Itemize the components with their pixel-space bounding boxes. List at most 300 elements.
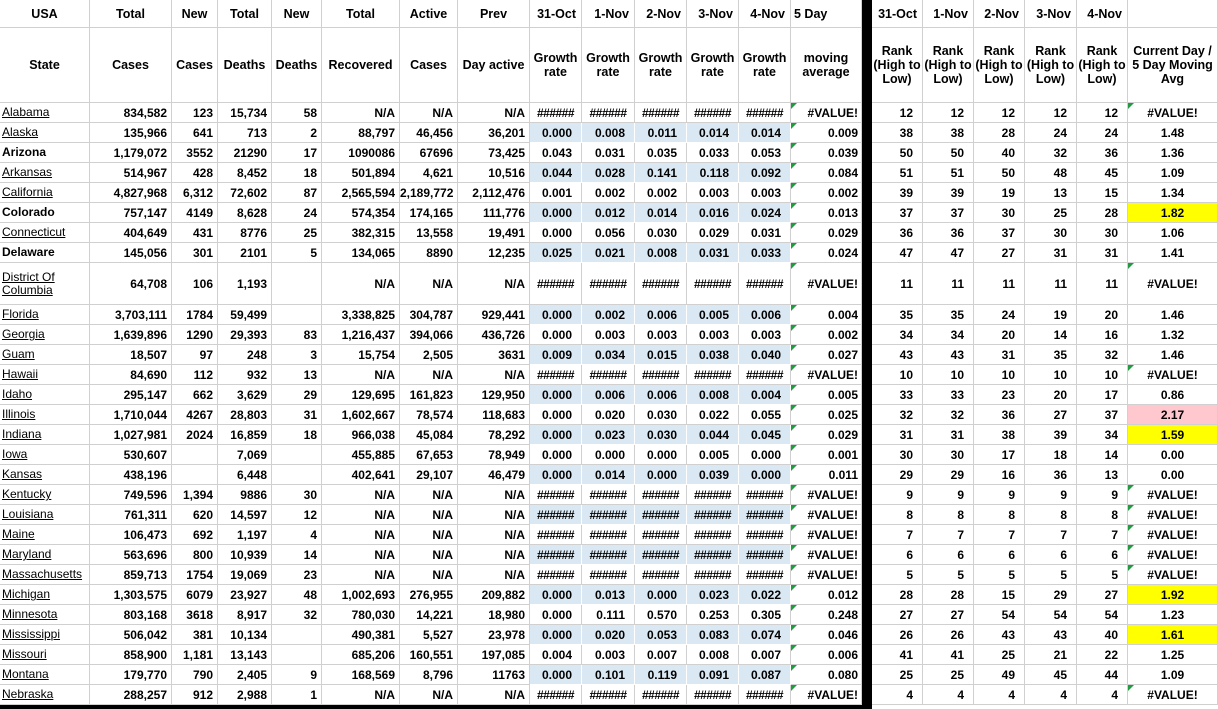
new-cases[interactable]: 381 [172,625,218,645]
growth-rate-31-oct[interactable]: ###### [530,103,582,123]
new-cases[interactable]: 1,394 [172,485,218,505]
new-cases[interactable]: 1784 [172,305,218,325]
total-recovered[interactable]: 1090086 [322,143,400,163]
growth-rate-3-nov[interactable]: 0.022 [687,405,739,425]
rank-31-oct[interactable]: 34 [872,325,923,345]
state-name[interactable]: Connecticut [0,223,90,243]
rank-1-nov[interactable]: 50 [923,143,974,163]
rank-2-nov[interactable]: 6 [974,545,1025,565]
rank-1-nov[interactable]: 39 [923,183,974,203]
total-recovered[interactable]: 574,354 [322,203,400,223]
state-name[interactable]: Hawaii [0,365,90,385]
growth-rate-3-nov[interactable]: 0.005 [687,305,739,325]
ratio-current-vs-avg[interactable]: 1.61 [1128,625,1218,645]
moving-average[interactable]: 0.080 [791,665,862,685]
growth-rate-4-nov[interactable]: ###### [739,685,791,705]
active-cases[interactable]: N/A [400,505,458,525]
prev-day-active[interactable]: 197,085 [458,645,530,665]
total-deaths[interactable]: 8776 [218,223,272,243]
growth-rate-2-nov[interactable]: 0.053 [635,625,687,645]
moving-average[interactable]: #VALUE! [791,485,862,505]
growth-rate-3-nov[interactable]: 0.033 [687,143,739,163]
rank-3-nov[interactable]: 48 [1025,163,1077,183]
growth-rate-3-nov[interactable]: 0.118 [687,163,739,183]
header-total-r1[interactable]: Total [322,0,400,28]
rank-1-nov[interactable]: 36 [923,223,974,243]
rank-3-nov[interactable]: 12 [1025,103,1077,123]
growth-rate-4-nov[interactable]: 0.092 [739,163,791,183]
total-cases[interactable]: 1,639,896 [90,325,172,345]
new-deaths[interactable]: 30 [272,485,322,505]
growth-rate-1-nov[interactable]: 0.014 [582,465,635,485]
growth-rate-3-nov[interactable]: 0.083 [687,625,739,645]
total-deaths[interactable]: 932 [218,365,272,385]
rank-3-nov[interactable]: 39 [1025,425,1077,445]
growth-rate-2-nov[interactable]: 0.006 [635,385,687,405]
header-total-r1[interactable]: Total [218,0,272,28]
new-deaths[interactable]: 23 [272,565,322,585]
total-cases[interactable]: 18,507 [90,345,172,365]
new-deaths[interactable]: 5 [272,243,322,263]
growth-rate-4-nov[interactable]: 0.022 [739,585,791,605]
moving-average[interactable]: #VALUE! [791,103,862,123]
prev-day-active[interactable]: N/A [458,103,530,123]
new-deaths[interactable]: 48 [272,585,322,605]
rank-3-nov[interactable]: 11 [1025,263,1077,305]
growth-rate-3-nov[interactable]: 0.029 [687,223,739,243]
moving-average[interactable]: 0.029 [791,223,862,243]
state-name[interactable]: Mississippi [0,625,90,645]
growth-rate-3-nov[interactable]: ###### [687,525,739,545]
growth-rate-1-nov[interactable]: 0.003 [582,325,635,345]
prev-day-active[interactable]: N/A [458,565,530,585]
ratio-current-vs-avg[interactable]: 1.92 [1128,585,1218,605]
new-deaths[interactable]: 32 [272,605,322,625]
active-cases[interactable]: 2,505 [400,345,458,365]
ratio-current-vs-avg[interactable]: 1.32 [1128,325,1218,345]
rank-31-oct[interactable]: 28 [872,585,923,605]
rank-1-nov[interactable]: 26 [923,625,974,645]
moving-average[interactable]: 0.027 [791,345,862,365]
growth-rate-3-nov[interactable]: 0.016 [687,203,739,223]
growth-rate-1-nov[interactable]: ###### [582,565,635,585]
total-deaths[interactable]: 3,629 [218,385,272,405]
total-cases[interactable]: 514,967 [90,163,172,183]
new-cases[interactable]: 301 [172,243,218,263]
moving-average[interactable]: 0.009 [791,123,862,143]
rank-31-oct[interactable]: 12 [872,103,923,123]
header-date-31-oct[interactable]: 31-Oct [530,0,582,28]
rank-31-oct[interactable]: 43 [872,345,923,365]
prev-day-active[interactable]: 118,683 [458,405,530,425]
state-name[interactable]: Colorado [0,203,90,223]
rank-4-nov[interactable]: 20 [1077,305,1128,325]
growth-rate-31-oct[interactable]: 0.000 [530,305,582,325]
growth-rate-1-nov[interactable]: 0.021 [582,243,635,263]
growth-rate-31-oct[interactable]: 0.000 [530,405,582,425]
new-cases[interactable]: 106 [172,263,218,305]
rank-1-nov[interactable]: 8 [923,505,974,525]
growth-rate-1-nov[interactable]: 0.056 [582,223,635,243]
rank-3-nov[interactable]: 29 [1025,585,1077,605]
rank-3-nov[interactable]: 35 [1025,345,1077,365]
header-recovered-r2[interactable]: Recovered [322,28,400,103]
new-deaths[interactable]: 58 [272,103,322,123]
moving-average[interactable]: 0.012 [791,585,862,605]
moving-average[interactable]: #VALUE! [791,525,862,545]
rank-1-nov[interactable]: 28 [923,585,974,605]
total-recovered[interactable]: 1,602,667 [322,405,400,425]
growth-rate-3-nov[interactable]: ###### [687,103,739,123]
growth-rate-31-oct[interactable]: 0.000 [530,385,582,405]
moving-average[interactable]: #VALUE! [791,685,862,705]
growth-rate-31-oct[interactable]: 0.000 [530,203,582,223]
rank-4-nov[interactable]: 10 [1077,365,1128,385]
new-deaths[interactable]: 4 [272,525,322,545]
growth-rate-4-nov[interactable]: 0.014 [739,123,791,143]
growth-rate-31-oct[interactable]: 0.000 [530,605,582,625]
active-cases[interactable]: N/A [400,263,458,305]
moving-average[interactable]: 0.001 [791,445,862,465]
growth-rate-4-nov[interactable]: 0.045 [739,425,791,445]
prev-day-active[interactable]: 129,950 [458,385,530,405]
header-total-r1[interactable]: Total [90,0,172,28]
growth-rate-31-oct[interactable]: 0.001 [530,183,582,203]
growth-rate-31-oct[interactable]: 0.000 [530,223,582,243]
moving-average[interactable]: 0.011 [791,465,862,485]
rank-31-oct[interactable]: 8 [872,505,923,525]
total-recovered[interactable]: N/A [322,103,400,123]
header-rank-date-2-nov[interactable]: 2-Nov [974,0,1025,28]
new-cases[interactable]: 3552 [172,143,218,163]
state-name[interactable]: Minnesota [0,605,90,625]
rank-2-nov[interactable]: 17 [974,445,1025,465]
growth-rate-2-nov[interactable]: 0.015 [635,345,687,365]
active-cases[interactable]: N/A [400,685,458,705]
total-deaths[interactable]: 1,193 [218,263,272,305]
ratio-current-vs-avg[interactable]: #VALUE! [1128,103,1218,123]
growth-rate-31-oct[interactable]: 0.000 [530,465,582,485]
total-deaths[interactable]: 248 [218,345,272,365]
total-deaths[interactable]: 7,069 [218,445,272,465]
growth-rate-1-nov[interactable]: 0.013 [582,585,635,605]
rank-4-nov[interactable]: 4 [1077,685,1128,705]
rank-3-nov[interactable]: 32 [1025,143,1077,163]
active-cases[interactable]: N/A [400,525,458,545]
rank-2-nov[interactable]: 54 [974,605,1025,625]
growth-rate-2-nov[interactable]: 0.006 [635,305,687,325]
new-cases[interactable]: 3618 [172,605,218,625]
growth-rate-31-oct[interactable]: 0.025 [530,243,582,263]
total-cases[interactable]: 803,168 [90,605,172,625]
growth-rate-2-nov[interactable]: 0.014 [635,203,687,223]
growth-rate-3-nov[interactable]: 0.031 [687,243,739,263]
growth-rate-3-nov[interactable]: 0.044 [687,425,739,445]
growth-rate-31-oct[interactable]: 0.004 [530,645,582,665]
rank-31-oct[interactable]: 37 [872,203,923,223]
growth-rate-1-nov[interactable]: ###### [582,525,635,545]
total-recovered[interactable]: N/A [322,545,400,565]
growth-rate-3-nov[interactable]: 0.023 [687,585,739,605]
ratio-current-vs-avg[interactable]: #VALUE! [1128,485,1218,505]
rank-1-nov[interactable]: 30 [923,445,974,465]
growth-rate-31-oct[interactable]: 0.043 [530,143,582,163]
new-cases[interactable]: 6,312 [172,183,218,203]
rank-1-nov[interactable]: 43 [923,345,974,365]
growth-rate-4-nov[interactable]: 0.006 [739,305,791,325]
rank-1-nov[interactable]: 51 [923,163,974,183]
rank-4-nov[interactable]: 45 [1077,163,1128,183]
total-cases[interactable]: 438,196 [90,465,172,485]
prev-day-active[interactable]: 11763 [458,665,530,685]
rank-2-nov[interactable]: 36 [974,405,1025,425]
state-name[interactable]: Georgia [0,325,90,345]
moving-average[interactable]: #VALUE! [791,545,862,565]
rank-31-oct[interactable]: 4 [872,685,923,705]
growth-rate-1-nov[interactable]: 0.020 [582,625,635,645]
rank-4-nov[interactable]: 28 [1077,203,1128,223]
new-cases[interactable]: 6079 [172,585,218,605]
growth-rate-2-nov[interactable]: 0.570 [635,605,687,625]
total-recovered[interactable]: 490,381 [322,625,400,645]
ratio-current-vs-avg[interactable]: #VALUE! [1128,685,1218,705]
rank-3-nov[interactable]: 54 [1025,605,1077,625]
ratio-current-vs-avg[interactable]: 1.06 [1128,223,1218,243]
rank-4-nov[interactable]: 11 [1077,263,1128,305]
rank-1-nov[interactable]: 37 [923,203,974,223]
state-name[interactable]: Maryland [0,545,90,565]
growth-rate-3-nov[interactable]: 0.003 [687,325,739,345]
rank-3-nov[interactable]: 27 [1025,405,1077,425]
state-name[interactable]: Guam [0,345,90,365]
ratio-current-vs-avg[interactable]: #VALUE! [1128,565,1218,585]
growth-rate-1-nov[interactable]: 0.028 [582,163,635,183]
active-cases[interactable]: N/A [400,365,458,385]
total-deaths[interactable]: 13,143 [218,645,272,665]
rank-4-nov[interactable]: 8 [1077,505,1128,525]
moving-average[interactable]: 0.002 [791,325,862,345]
active-cases[interactable]: 2,189,772 [400,183,458,203]
state-name[interactable]: Indiana [0,425,90,445]
total-deaths[interactable]: 19,069 [218,565,272,585]
new-deaths[interactable]: 29 [272,385,322,405]
rank-1-nov[interactable]: 4 [923,685,974,705]
rank-2-nov[interactable]: 50 [974,163,1025,183]
total-recovered[interactable]: 1,216,437 [322,325,400,345]
total-cases[interactable]: 179,770 [90,665,172,685]
rank-3-nov[interactable]: 30 [1025,223,1077,243]
growth-rate-4-nov[interactable]: ###### [739,525,791,545]
rank-31-oct[interactable]: 39 [872,183,923,203]
growth-rate-2-nov[interactable]: ###### [635,505,687,525]
ratio-current-vs-avg[interactable]: 1.09 [1128,163,1218,183]
rank-2-nov[interactable]: 9 [974,485,1025,505]
growth-rate-3-nov[interactable]: ###### [687,365,739,385]
rank-1-nov[interactable]: 12 [923,103,974,123]
total-cases[interactable]: 295,147 [90,385,172,405]
total-deaths[interactable]: 2,405 [218,665,272,685]
total-recovered[interactable]: 15,754 [322,345,400,365]
new-cases[interactable]: 123 [172,103,218,123]
new-deaths[interactable]: 31 [272,405,322,425]
total-cases[interactable]: 749,596 [90,485,172,505]
new-deaths[interactable]: 25 [272,223,322,243]
growth-rate-31-oct[interactable]: 0.000 [530,425,582,445]
state-name[interactable]: Louisiana [0,505,90,525]
growth-rate-1-nov[interactable]: ###### [582,365,635,385]
rank-3-nov[interactable]: 18 [1025,445,1077,465]
new-cases[interactable]: 620 [172,505,218,525]
total-deaths[interactable]: 29,393 [218,325,272,345]
growth-rate-31-oct[interactable]: 0.000 [530,325,582,345]
total-deaths[interactable]: 9886 [218,485,272,505]
active-cases[interactable]: N/A [400,565,458,585]
state-name[interactable]: Florida [0,305,90,325]
growth-rate-1-nov[interactable]: ###### [582,545,635,565]
prev-day-active[interactable]: 19,491 [458,223,530,243]
state-name[interactable]: Iowa [0,445,90,465]
growth-rate-2-nov[interactable]: 0.003 [635,325,687,345]
moving-average[interactable]: 0.029 [791,425,862,445]
growth-rate-1-nov[interactable]: 0.034 [582,345,635,365]
total-recovered[interactable]: N/A [322,525,400,545]
new-cases[interactable]: 431 [172,223,218,243]
rank-2-nov[interactable]: 16 [974,465,1025,485]
rank-4-nov[interactable]: 54 [1077,605,1128,625]
total-deaths[interactable]: 21290 [218,143,272,163]
growth-rate-2-nov[interactable]: ###### [635,365,687,385]
rank-2-nov[interactable]: 31 [974,345,1025,365]
new-cases[interactable]: 4149 [172,203,218,223]
rank-1-nov[interactable]: 38 [923,123,974,143]
growth-rate-4-nov[interactable]: 0.055 [739,405,791,425]
header-usa-r1[interactable]: USA [0,0,90,28]
growth-rate-3-nov[interactable]: ###### [687,565,739,585]
total-cases[interactable]: 859,713 [90,565,172,585]
rank-3-nov[interactable]: 8 [1025,505,1077,525]
ratio-current-vs-avg[interactable]: #VALUE! [1128,545,1218,565]
new-deaths[interactable] [272,625,322,645]
header-deaths-r2[interactable]: Deaths [218,28,272,103]
total-cases[interactable]: 64,708 [90,263,172,305]
new-cases[interactable]: 800 [172,545,218,565]
total-deaths[interactable]: 8,917 [218,605,272,625]
rank-31-oct[interactable]: 41 [872,645,923,665]
growth-rate-31-oct[interactable]: 0.044 [530,163,582,183]
new-cases[interactable]: 1,181 [172,645,218,665]
new-deaths[interactable]: 13 [272,365,322,385]
growth-rate-1-nov[interactable]: 0.002 [582,305,635,325]
total-cases[interactable]: 135,966 [90,123,172,143]
growth-rate-1-nov[interactable]: 0.023 [582,425,635,445]
rank-1-nov[interactable]: 32 [923,405,974,425]
growth-rate-31-oct[interactable]: ###### [530,545,582,565]
total-cases[interactable]: 106,473 [90,525,172,545]
growth-rate-3-nov[interactable]: 0.091 [687,665,739,685]
rank-31-oct[interactable]: 6 [872,545,923,565]
total-cases[interactable]: 1,303,575 [90,585,172,605]
rank-1-nov[interactable]: 27 [923,605,974,625]
rank-3-nov[interactable]: 21 [1025,645,1077,665]
total-cases[interactable]: 288,257 [90,685,172,705]
moving-average[interactable]: 0.039 [791,143,862,163]
header-growth-rate-4-nov[interactable]: Growth rate [739,28,791,103]
growth-rate-2-nov[interactable]: 0.007 [635,645,687,665]
total-deaths[interactable]: 23,927 [218,585,272,605]
rank-2-nov[interactable]: 40 [974,143,1025,163]
active-cases[interactable]: N/A [400,485,458,505]
ratio-current-vs-avg[interactable]: 0.86 [1128,385,1218,405]
growth-rate-2-nov[interactable]: ###### [635,565,687,585]
total-deaths[interactable]: 2,988 [218,685,272,705]
state-name[interactable]: Kentucky [0,485,90,505]
rank-2-nov[interactable]: 38 [974,425,1025,445]
header-ratio-blank[interactable] [1128,0,1218,28]
prev-day-active[interactable]: 111,776 [458,203,530,223]
rank-31-oct[interactable]: 5 [872,565,923,585]
active-cases[interactable]: 160,551 [400,645,458,665]
moving-average[interactable]: 0.046 [791,625,862,645]
growth-rate-2-nov[interactable]: ###### [635,485,687,505]
prev-day-active[interactable]: 23,978 [458,625,530,645]
growth-rate-4-nov[interactable]: ###### [739,365,791,385]
active-cases[interactable]: 394,066 [400,325,458,345]
rank-3-nov[interactable]: 43 [1025,625,1077,645]
prev-day-active[interactable]: N/A [458,263,530,305]
ratio-current-vs-avg[interactable]: 1.46 [1128,305,1218,325]
rank-3-nov[interactable]: 7 [1025,525,1077,545]
rank-3-nov[interactable]: 4 [1025,685,1077,705]
prev-day-active[interactable]: 2,112,476 [458,183,530,203]
rank-1-nov[interactable]: 11 [923,263,974,305]
header-growth-rate-3-nov[interactable]: Growth rate [687,28,739,103]
total-cases[interactable]: 563,696 [90,545,172,565]
prev-day-active[interactable]: 436,726 [458,325,530,345]
state-name[interactable]: California [0,183,90,203]
new-cases[interactable]: 662 [172,385,218,405]
growth-rate-2-nov[interactable]: ###### [635,263,687,305]
total-cases[interactable]: 530,607 [90,445,172,465]
rank-31-oct[interactable]: 38 [872,123,923,143]
growth-rate-3-nov[interactable]: ###### [687,545,739,565]
active-cases[interactable]: N/A [400,545,458,565]
header-rank-2-nov[interactable]: Rank (High to Low) [974,28,1025,103]
rank-1-nov[interactable]: 6 [923,545,974,565]
rank-1-nov[interactable]: 31 [923,425,974,445]
prev-day-active[interactable]: N/A [458,365,530,385]
rank-1-nov[interactable]: 7 [923,525,974,545]
active-cases[interactable]: 161,823 [400,385,458,405]
ratio-current-vs-avg[interactable]: 0.00 [1128,445,1218,465]
ratio-current-vs-avg[interactable]: 1.41 [1128,243,1218,263]
new-cases[interactable]: 692 [172,525,218,545]
ratio-current-vs-avg[interactable]: 1.34 [1128,183,1218,203]
state-name[interactable]: Nebraska [0,685,90,705]
rank-31-oct[interactable]: 36 [872,223,923,243]
new-cases[interactable]: 790 [172,665,218,685]
rank-4-nov[interactable]: 37 [1077,405,1128,425]
total-recovered[interactable]: 455,885 [322,445,400,465]
rank-31-oct[interactable]: 33 [872,385,923,405]
rank-1-nov[interactable]: 9 [923,485,974,505]
active-cases[interactable]: 174,165 [400,203,458,223]
rank-2-nov[interactable]: 20 [974,325,1025,345]
rank-2-nov[interactable]: 23 [974,385,1025,405]
growth-rate-2-nov[interactable]: ###### [635,103,687,123]
growth-rate-2-nov[interactable]: 0.008 [635,243,687,263]
growth-rate-31-oct[interactable]: ###### [530,365,582,385]
header-rank-31-oct[interactable]: Rank (High to Low) [872,28,923,103]
